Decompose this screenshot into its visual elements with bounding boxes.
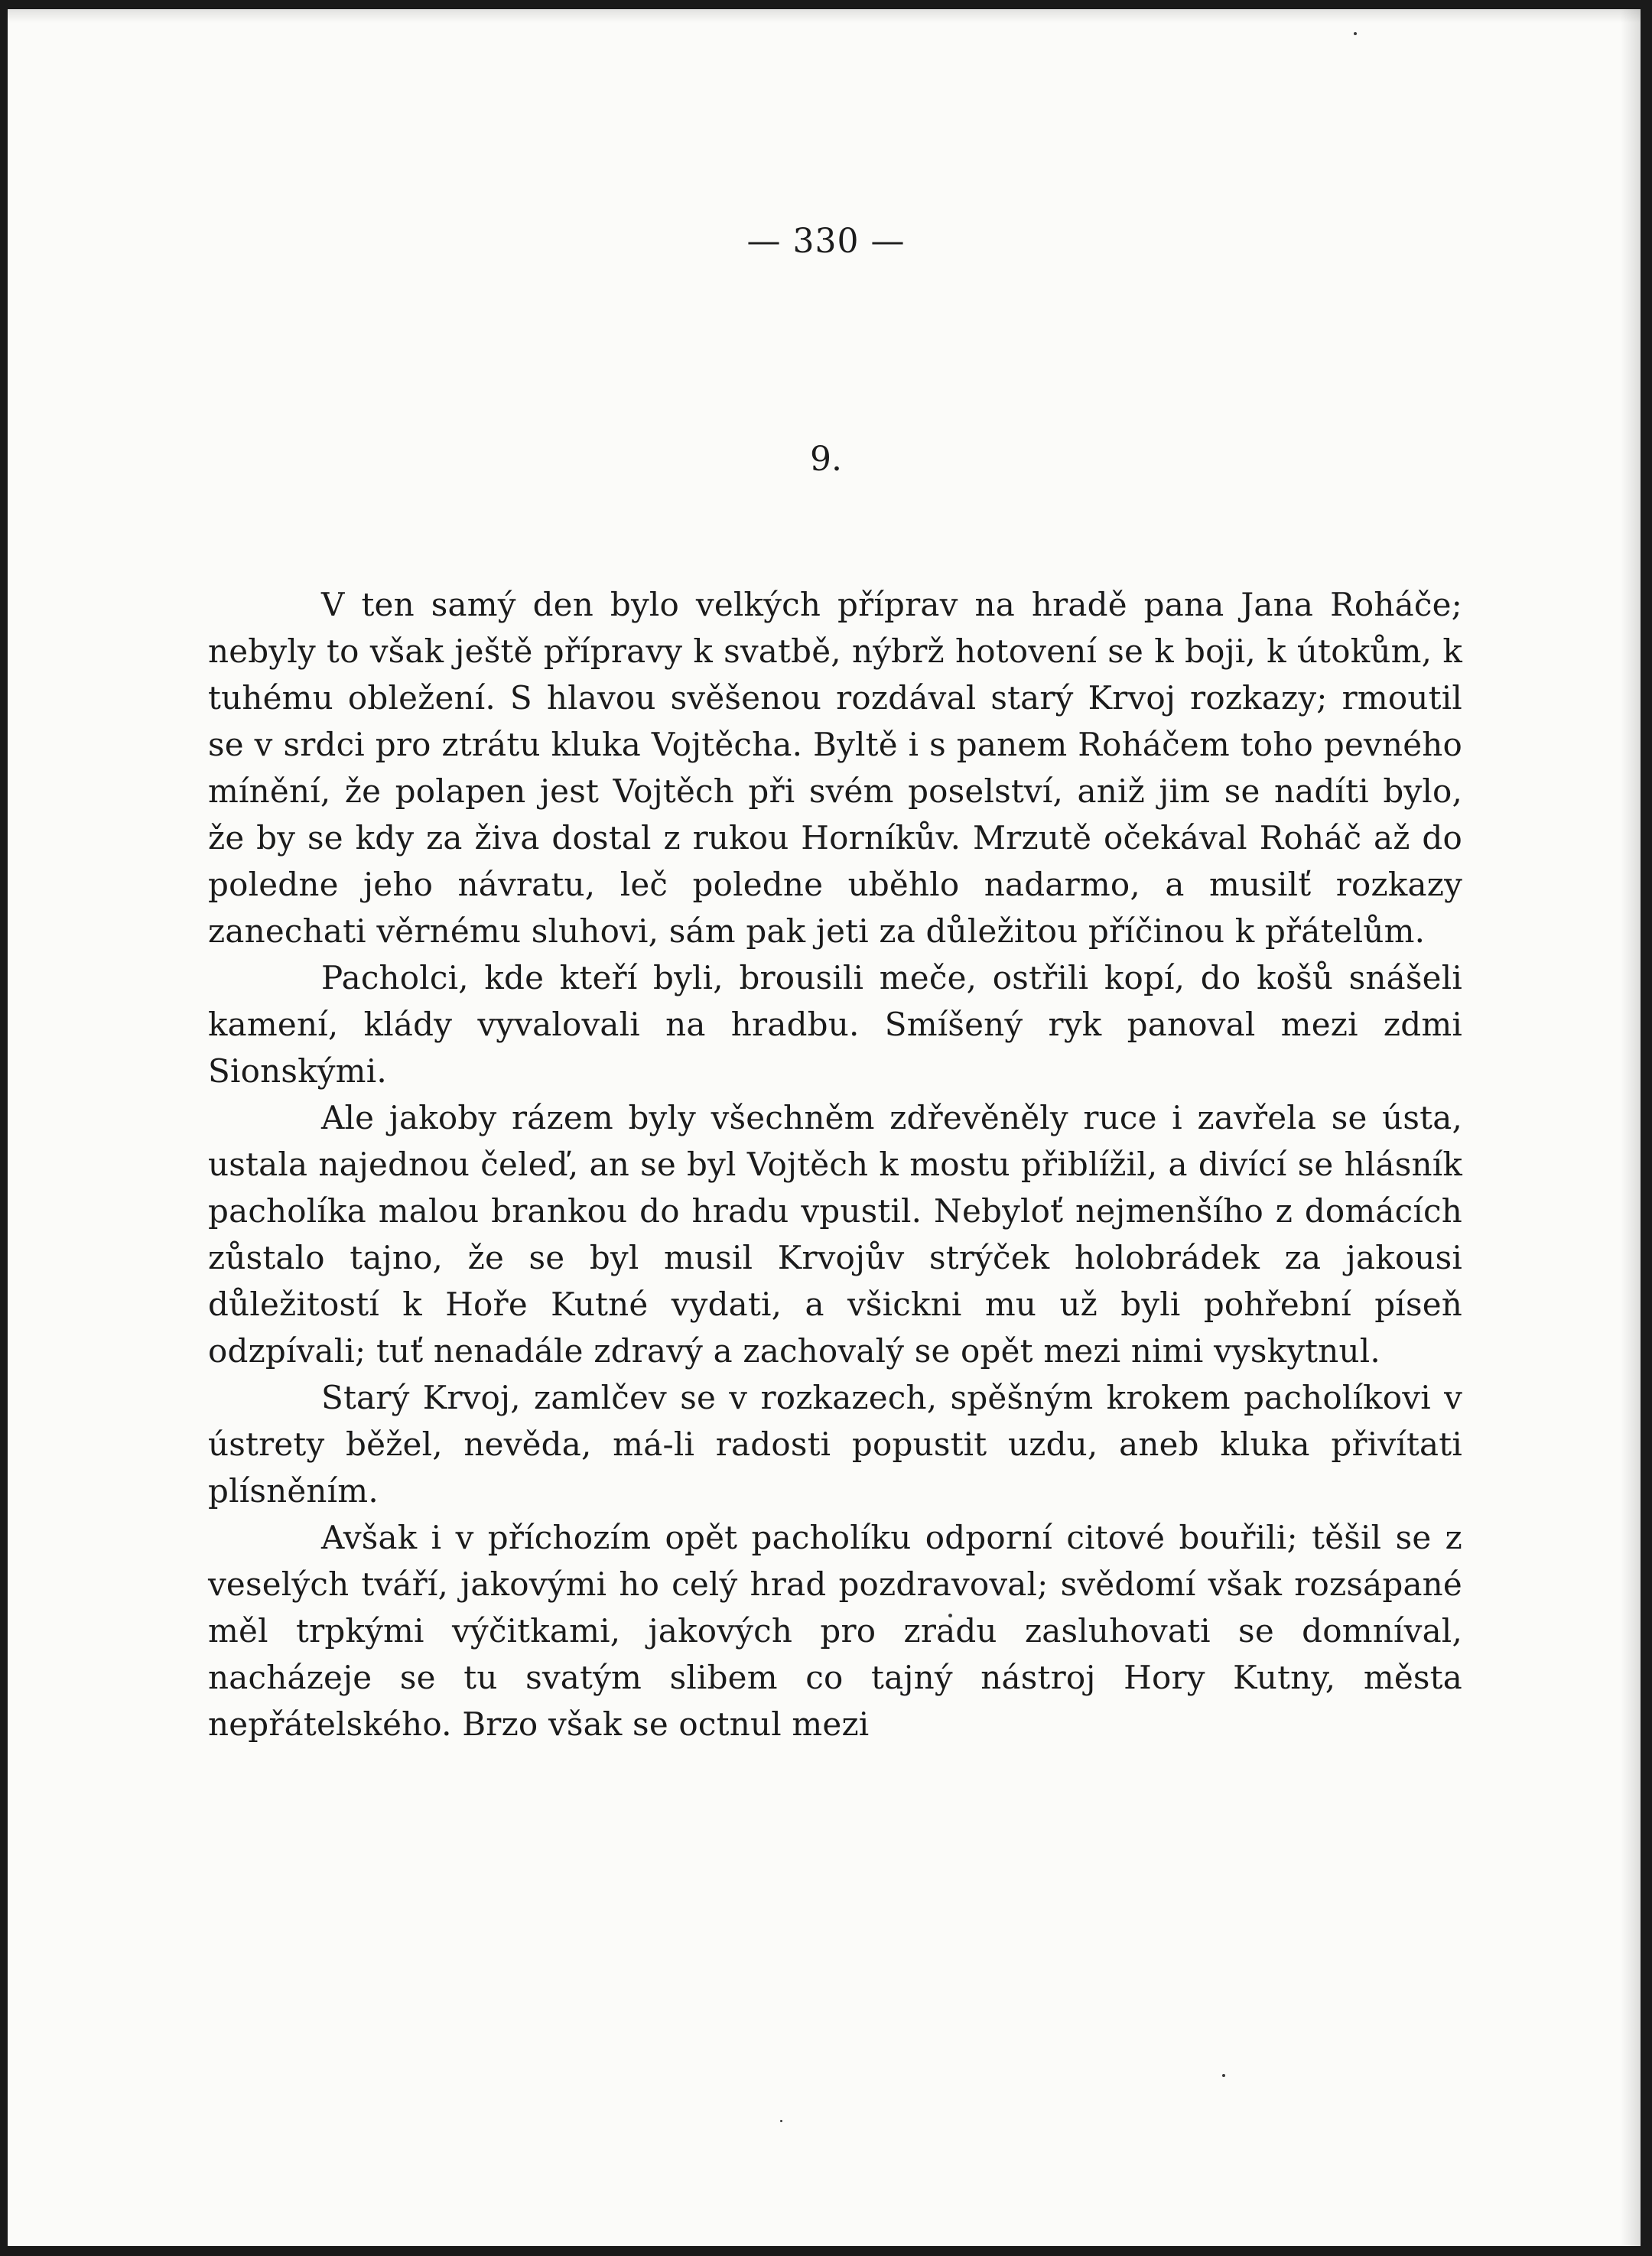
paragraph: Avšak i v příchozím opět pacholíku odporní citové bouřili; těšil se z veselých tváří, jakovými ho celý hrad pozdravoval; svědomí však rozsápané měl trpkými výčitkami, jakových pro zradu zasluhovati se domníval, nacházeje se tu svatým slibem co tajný nástroj Hory Kutny, města nepřátelského. Brzo však se octnul mezi	[208, 1519, 1462, 1743]
page-number-header: — 330 —	[746, 222, 906, 261]
chapter-number: 9.	[810, 440, 842, 479]
paper-speck	[1354, 32, 1357, 35]
paragraph: V ten samý den bylo velkých příprav na hradě pana Jana Roháče; nebyly to však ještě přípravy k svatbě, nýbrž hotovení se k boji, k útokům, k tuhému obležení. S hlavou svěšenou rozdával starý Krvoj rozkazy; rmoutil se v srdci pro ztrátu kluka Vojtěcha. Byltě i s panem Roháčem toho pevného mínění, že polapen jest Vojtěch při svém poselství, aniž jim se nadíti bylo, že by se kdy za živa dostal z rukou Horníkův. Mrzutě očekával Roháč až do poledne jeho návratu, leč poledne uběhlo nadarmo, a musilť rozkazy zanechati věrnému sluhovi, sám pak jeti za důležitou příčinou k přátelům.	[208, 586, 1462, 950]
page-edge-shadow	[1621, 9, 1641, 2246]
paragraph: Starý Krvoj, zamlčev se v rozkazech, spěšným krokem pacholíkovi v ústrety běžel, nevěda, má-li radosti popustit uzdu, aneb kluka přivítati plísněním.	[208, 1379, 1462, 1510]
body-text	[208, 581, 1462, 1747]
paper-speck	[1222, 2074, 1225, 2077]
page-top-edge-shadow	[8, 9, 1641, 23]
paragraph: Ale jakoby rázem byly všechněm zdřevěněly ruce i zavřela se ústa, ustala najednou čeleď, an se byl Vojtěch k mostu přiblížil, a divící se hlásník pacholíka malou brankou do hradu vpustil. Nebyloť nejmenšího z domácích zůstalo tajno, že se byl musil Krvojův strýček holobrádek za jakousi důležitostí k Hoře Kutné vydati, a všickni mu už byli pohřební píseň odzpívali; tuť nenadále zdravý a zachovalý se opět mezi nimi vyskytnul.	[208, 1099, 1462, 1370]
paper-speck	[780, 2120, 782, 2122]
paragraph: Pacholci, kde kteří byli, brousili meče, ostřili kopí, do košů snášeli kamení, klády vyvalovali na hradbu. Smíšený ryk panoval mezi zdmi Sionskými.	[208, 959, 1462, 1090]
